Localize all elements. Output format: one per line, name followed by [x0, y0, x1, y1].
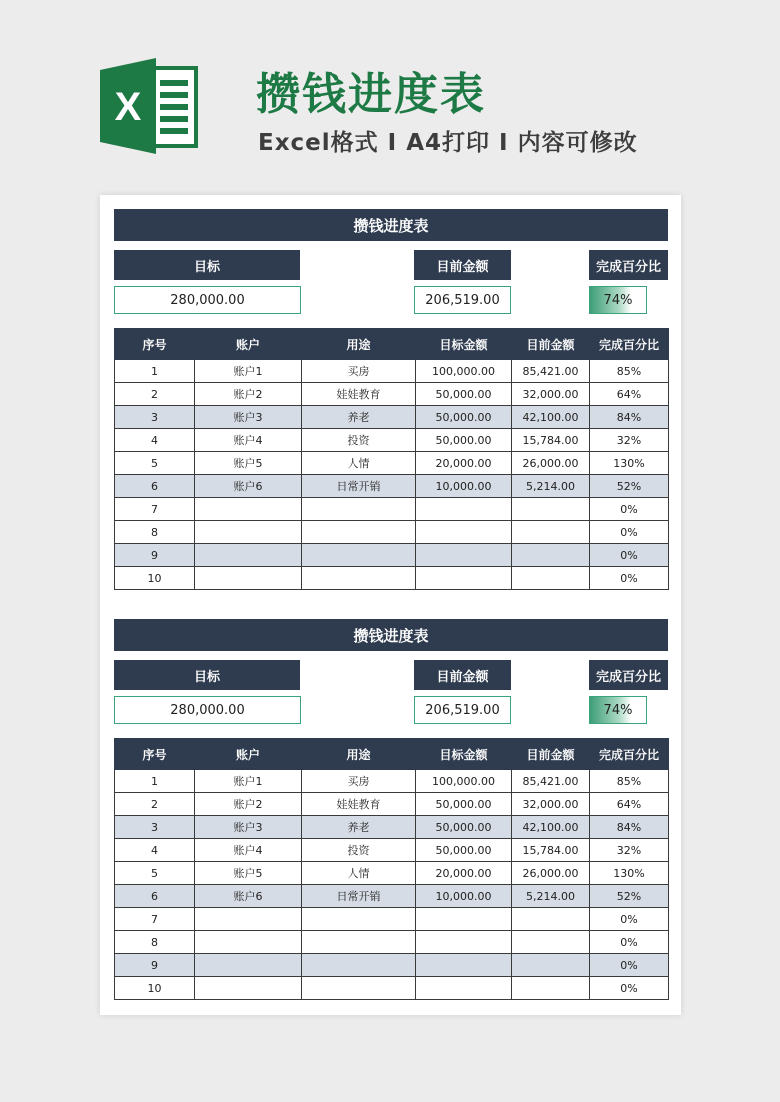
table-cell[interactable]: 0%: [590, 954, 669, 977]
table-cell[interactable]: 130%: [590, 862, 669, 885]
section-title: 攒钱进度表: [114, 209, 668, 241]
table-cell[interactable]: 20,000.00: [416, 452, 512, 475]
page-subtitle: Excel格式 I A4打印 I 内容可修改: [258, 130, 638, 156]
table-row: [115, 544, 669, 567]
table-cell[interactable]: 娃娃教育: [302, 793, 416, 816]
table-cell[interactable]: 0%: [590, 498, 669, 521]
table-cell[interactable]: 1: [115, 770, 195, 793]
table-cell[interactable]: 0%: [590, 931, 669, 954]
current-amount-cell[interactable]: [414, 696, 511, 724]
savings-section-1: [114, 209, 668, 589]
table-cell[interactable]: 账户4: [195, 839, 302, 862]
completion-percent-label: 完成百分比: [589, 660, 668, 690]
table-cell[interactable]: 5: [115, 862, 195, 885]
table-cell[interactable]: [512, 908, 590, 931]
completion-percent-value: 74%: [603, 702, 633, 718]
table-row: [115, 954, 669, 977]
column-header[interactable]: 目前金额: [512, 739, 590, 770]
target-value: 280,000.00: [170, 292, 245, 308]
table-cell[interactable]: 20,000.00: [416, 862, 512, 885]
column-header[interactable]: 目标金额: [416, 329, 512, 360]
table-row: [115, 498, 669, 521]
table-cell[interactable]: [302, 521, 416, 544]
column-header[interactable]: 目标金额: [416, 739, 512, 770]
table-row: [115, 793, 669, 816]
table-cell[interactable]: 投资: [302, 429, 416, 452]
table-cell[interactable]: 52%: [590, 475, 669, 498]
table-cell[interactable]: 85%: [590, 770, 669, 793]
savings-section-2: [114, 619, 668, 999]
target-value-cell[interactable]: [114, 696, 301, 724]
column-header[interactable]: 序号: [115, 739, 195, 770]
table-cell[interactable]: [512, 521, 590, 544]
table-cell[interactable]: [195, 954, 302, 977]
table-cell[interactable]: 2: [115, 383, 195, 406]
page-header: [0, 0, 780, 180]
table-cell[interactable]: 7: [115, 498, 195, 521]
table-row: [115, 931, 669, 954]
table-cell[interactable]: [512, 498, 590, 521]
table-cell[interactable]: [512, 567, 590, 590]
table-cell[interactable]: 日常开销: [302, 475, 416, 498]
table-cell[interactable]: 人情: [302, 452, 416, 475]
table-cell[interactable]: 64%: [590, 383, 669, 406]
column-header[interactable]: 账户: [195, 329, 302, 360]
table-cell[interactable]: 8: [115, 931, 195, 954]
table-cell[interactable]: 账户6: [195, 885, 302, 908]
table-row: [115, 429, 669, 452]
column-header[interactable]: 完成百分比: [590, 329, 669, 360]
table-cell[interactable]: 买房: [302, 360, 416, 383]
table-cell[interactable]: 6: [115, 475, 195, 498]
table-row: [115, 360, 669, 383]
table-cell[interactable]: 账户5: [195, 452, 302, 475]
table-cell[interactable]: [512, 931, 590, 954]
table-row: [115, 475, 669, 498]
table-cell[interactable]: [416, 977, 512, 1000]
table-row: [115, 977, 669, 1000]
column-header[interactable]: 完成百分比: [590, 739, 669, 770]
table-row: [115, 567, 669, 590]
table-cell[interactable]: [512, 954, 590, 977]
current-amount-label: 目前金额: [414, 660, 511, 690]
table-cell[interactable]: 账户5: [195, 862, 302, 885]
table-cell[interactable]: 50,000.00: [416, 429, 512, 452]
table-cell[interactable]: 0%: [590, 908, 669, 931]
column-header[interactable]: 目前金额: [512, 329, 590, 360]
table-cell[interactable]: [195, 544, 302, 567]
table-cell[interactable]: 50,000.00: [416, 406, 512, 429]
target-label: 目标: [114, 250, 300, 280]
table-cell[interactable]: 10: [115, 977, 195, 1000]
table-row: [115, 885, 669, 908]
table-cell[interactable]: 1: [115, 360, 195, 383]
table-cell[interactable]: 32%: [590, 839, 669, 862]
completion-percent-value: 74%: [603, 292, 633, 308]
table-cell[interactable]: 50,000.00: [416, 793, 512, 816]
table-row: [115, 816, 669, 839]
table-cell[interactable]: [416, 498, 512, 521]
table-cell[interactable]: 5,214.00: [512, 885, 590, 908]
table-cell[interactable]: 130%: [590, 452, 669, 475]
completion-percent-cell[interactable]: [589, 286, 647, 314]
table-cell[interactable]: 人情: [302, 862, 416, 885]
table-cell[interactable]: 8: [115, 521, 195, 544]
table-cell[interactable]: 账户6: [195, 475, 302, 498]
table-row: [115, 908, 669, 931]
table-cell[interactable]: 32,000.00: [512, 793, 590, 816]
table-cell[interactable]: 0%: [590, 977, 669, 1000]
table-cell[interactable]: 85%: [590, 360, 669, 383]
current-amount-label: 目前金额: [414, 250, 511, 280]
savings-table: [114, 328, 669, 590]
table-row: [115, 406, 669, 429]
completion-percent-label: 完成百分比: [589, 250, 668, 280]
target-value-cell[interactable]: [114, 286, 301, 314]
table-cell[interactable]: 0%: [590, 567, 669, 590]
section-title: 攒钱进度表: [114, 619, 668, 651]
table-cell[interactable]: [302, 908, 416, 931]
completion-percent-cell[interactable]: [589, 696, 647, 724]
table-cell[interactable]: 2: [115, 793, 195, 816]
logo-letter: X: [114, 85, 142, 129]
table-cell[interactable]: [512, 544, 590, 567]
table-cell[interactable]: [195, 498, 302, 521]
table-cell[interactable]: 3: [115, 816, 195, 839]
table-cell[interactable]: 9: [115, 954, 195, 977]
table-cell[interactable]: [195, 908, 302, 931]
table-cell[interactable]: 7: [115, 908, 195, 931]
table-header-row: [115, 329, 669, 360]
table-cell[interactable]: 100,000.00: [416, 360, 512, 383]
table-row: [115, 839, 669, 862]
column-header[interactable]: 用途: [302, 739, 416, 770]
current-amount-cell[interactable]: [414, 286, 511, 314]
table-cell[interactable]: 64%: [590, 793, 669, 816]
table-cell[interactable]: [195, 931, 302, 954]
table-cell[interactable]: 85,421.00: [512, 770, 590, 793]
table-cell[interactable]: [416, 931, 512, 954]
table-header-row: [115, 739, 669, 770]
table-cell[interactable]: 账户2: [195, 793, 302, 816]
table-cell[interactable]: [195, 567, 302, 590]
page-title: 攒钱进度表: [256, 69, 486, 120]
table-cell[interactable]: 0%: [590, 544, 669, 567]
table-cell[interactable]: 32%: [590, 429, 669, 452]
column-header[interactable]: 用途: [302, 329, 416, 360]
table-cell[interactable]: 账户3: [195, 816, 302, 839]
table-cell[interactable]: 日常开销: [302, 885, 416, 908]
table-cell[interactable]: 4: [115, 429, 195, 452]
table-row: [115, 770, 669, 793]
excel-logo-icon: [100, 58, 200, 154]
table-row: [115, 452, 669, 475]
table-cell[interactable]: 50,000.00: [416, 383, 512, 406]
table-cell[interactable]: [302, 954, 416, 977]
table-cell[interactable]: 养老: [302, 816, 416, 839]
table-cell[interactable]: 5,214.00: [512, 475, 590, 498]
current-amount-value: 206,519.00: [425, 292, 500, 308]
table-cell[interactable]: [195, 521, 302, 544]
table-cell[interactable]: 投资: [302, 839, 416, 862]
table-cell[interactable]: 42,100.00: [512, 816, 590, 839]
table-cell[interactable]: 10,000.00: [416, 885, 512, 908]
table-cell[interactable]: [302, 567, 416, 590]
table-cell[interactable]: 娃娃教育: [302, 383, 416, 406]
table-cell[interactable]: 50,000.00: [416, 816, 512, 839]
column-header[interactable]: 序号: [115, 329, 195, 360]
table-cell[interactable]: 账户1: [195, 360, 302, 383]
table-cell[interactable]: [302, 931, 416, 954]
table-cell[interactable]: 养老: [302, 406, 416, 429]
table-cell[interactable]: 买房: [302, 770, 416, 793]
table-row: [115, 383, 669, 406]
table-cell[interactable]: 26,000.00: [512, 862, 590, 885]
current-amount-value: 206,519.00: [425, 702, 500, 718]
table-cell[interactable]: [195, 977, 302, 1000]
table-cell[interactable]: 84%: [590, 406, 669, 429]
table-cell[interactable]: 100,000.00: [416, 770, 512, 793]
table-cell[interactable]: [416, 908, 512, 931]
table-cell[interactable]: 账户4: [195, 429, 302, 452]
table-cell[interactable]: 账户2: [195, 383, 302, 406]
table-cell[interactable]: [416, 567, 512, 590]
table-cell[interactable]: 50,000.00: [416, 839, 512, 862]
table-cell[interactable]: 4: [115, 839, 195, 862]
table-cell[interactable]: [302, 544, 416, 567]
table-cell[interactable]: 85,421.00: [512, 360, 590, 383]
table-cell[interactable]: [512, 977, 590, 1000]
table-cell[interactable]: [416, 521, 512, 544]
table-cell[interactable]: 5: [115, 452, 195, 475]
table-cell[interactable]: 6: [115, 885, 195, 908]
table-cell[interactable]: 10: [115, 567, 195, 590]
target-label: 目标: [114, 660, 300, 690]
target-value: 280,000.00: [170, 702, 245, 718]
table-cell[interactable]: 42,100.00: [512, 406, 590, 429]
column-header[interactable]: 账户: [195, 739, 302, 770]
table-cell[interactable]: 10,000.00: [416, 475, 512, 498]
table-cell[interactable]: 账户3: [195, 406, 302, 429]
table-cell[interactable]: 15,784.00: [512, 429, 590, 452]
table-cell[interactable]: 3: [115, 406, 195, 429]
table-cell[interactable]: [302, 977, 416, 1000]
table-row: [115, 521, 669, 544]
table-cell[interactable]: 9: [115, 544, 195, 567]
table-cell[interactable]: [416, 544, 512, 567]
savings-table: [114, 738, 669, 1000]
table-cell[interactable]: [302, 498, 416, 521]
table-cell[interactable]: 0%: [590, 521, 669, 544]
spreadsheet-sheet: [100, 195, 681, 1015]
table-cell[interactable]: 32,000.00: [512, 383, 590, 406]
table-cell[interactable]: 84%: [590, 816, 669, 839]
table-cell[interactable]: 账户1: [195, 770, 302, 793]
table-cell[interactable]: [416, 954, 512, 977]
table-cell[interactable]: 52%: [590, 885, 669, 908]
table-row: [115, 862, 669, 885]
table-cell[interactable]: 15,784.00: [512, 839, 590, 862]
table-cell[interactable]: 26,000.00: [512, 452, 590, 475]
